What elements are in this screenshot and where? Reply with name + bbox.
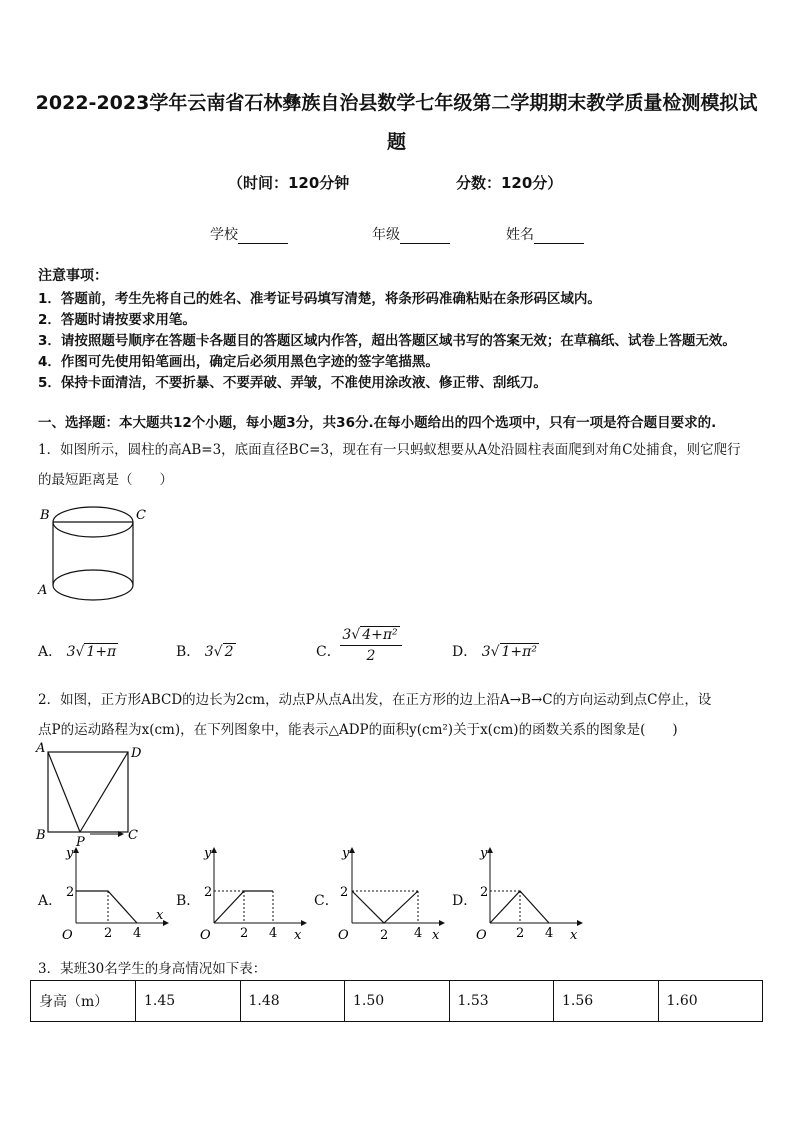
name-field: [506, 224, 584, 244]
notes-title: 注意事项：: [38, 268, 108, 284]
option-b-math: 3√ 2: [204, 644, 234, 660]
note-item: 4．作图可先使用铅笔画出，确定后必须用黑色字迹的签字笔描黑。: [38, 354, 439, 370]
page-title-line2: 题: [386, 131, 406, 153]
tick-2: 2: [66, 885, 75, 900]
q1-text-line2: 的最短距离是（ ）: [38, 472, 173, 488]
table-cell: 1.53: [449, 981, 554, 1022]
origin-label: O: [338, 928, 349, 943]
tick-4: 4: [414, 926, 423, 941]
note-item: 2．答题时请按要求用笔。: [38, 312, 196, 328]
page-title-line1: 2022-2023学年云南省石林彝族自治县数学七年级第二学期期末教学质量检测模拟试: [35, 92, 758, 114]
axis-x-label: x: [570, 928, 578, 943]
q2-option-c-label[interactable]: C．: [314, 893, 339, 909]
label-p: P: [76, 835, 85, 848]
origin-label: O: [200, 928, 211, 943]
option-letter: D．: [452, 644, 478, 660]
origin-label: O: [62, 928, 73, 943]
axis-y-label: y: [204, 846, 212, 861]
note-item: 5．保持卡面清洁，不要折暴、不要弄破、弄皱，不准使用涂改液、修正带、刮纸刀。: [38, 375, 547, 391]
q2-text-line2: 点P的运动路程为x(cm)，在下列图象中，能表示△ADP的面积y(cm²)关于x(cm)的函数关系的图象是( ): [38, 722, 678, 738]
square-figure: [34, 740, 154, 848]
axis-x-label: x: [156, 908, 164, 923]
tick-4: 4: [269, 926, 278, 941]
cylinder-figure: [36, 500, 146, 615]
option-letter: A．: [38, 644, 63, 660]
graph-a: [58, 843, 170, 943]
origin-label: O: [476, 928, 487, 943]
q3-text: 3．某班30名学生的身高情况如下表：: [38, 961, 267, 977]
option-letter: C．: [316, 644, 341, 660]
table-cell: 1.60: [658, 981, 763, 1022]
exam-time: （时间：120分钟: [228, 174, 350, 192]
q2-option-b-label[interactable]: B．: [176, 893, 201, 909]
axis-x-label: x: [294, 928, 302, 943]
table-row: [31, 981, 763, 1022]
option-a-math: 3√ 1+π: [66, 644, 117, 660]
table-cell: 1.50: [345, 981, 450, 1022]
grade-field: [372, 224, 450, 244]
axis-x-label: x: [432, 928, 440, 943]
graph-d: [472, 843, 584, 943]
school-label: 学校: [210, 227, 238, 243]
tick-2: 2: [380, 928, 389, 943]
label-b: B: [36, 828, 46, 843]
q2-option-d-label[interactable]: D．: [452, 893, 478, 909]
q1-text-line1: 1．如图所示，圆柱的高AB=3，底面直径BC=3，现在有一只蚂蚁想要从A处沿圆柱表面爬到对角C处捕食，则它爬行: [38, 442, 741, 458]
table-cell: 1.45: [136, 981, 241, 1022]
exam-score: 分数：120分）: [456, 174, 563, 192]
label-d: D: [131, 746, 142, 761]
q1-option-a[interactable]: [38, 641, 118, 661]
tick-4: 4: [133, 926, 142, 941]
label-b: B: [40, 508, 50, 523]
q1-option-d[interactable]: [452, 641, 539, 661]
table-cell: 1.56: [554, 981, 659, 1022]
graph-b: [196, 843, 308, 943]
q1-option-b[interactable]: [176, 641, 236, 661]
tick-2: 2: [240, 926, 249, 941]
section-heading: 一、选择题：本大题共12个小题，每小题3分，共36分.在每小题给出的四个选项中，只有一项是符合题目要求的.: [38, 415, 717, 431]
name-blank: [534, 229, 584, 244]
tick-2: 2: [340, 885, 349, 900]
note-item: 1．答题前，考生先将自己的姓名、准考证号码填写清楚，将条形码准确粘贴在条形码区域内。: [38, 291, 601, 307]
grade-label: 年级: [372, 227, 400, 243]
q2-option-a-label[interactable]: A．: [38, 893, 63, 909]
label-a: A: [36, 741, 46, 756]
label-c: C: [128, 828, 138, 843]
school-blank: [238, 229, 288, 244]
name-label: 姓名: [506, 227, 534, 243]
option-letter: B．: [176, 644, 201, 660]
label-c: C: [136, 508, 146, 523]
tick-2: 2: [516, 926, 525, 941]
tick-2: 2: [480, 885, 489, 900]
q2-text-line1: 2．如图，正方形ABCD的边长为2cm，动点P从点A出发，在正方形的边上沿A→B→C的方向运动到点C停止，设: [38, 692, 712, 708]
tick-4: 4: [545, 926, 554, 941]
option-d-math: 3√ 1+π²: [481, 644, 537, 660]
table-header-cell: 身高（m）: [31, 981, 136, 1022]
label-a: A: [38, 583, 48, 598]
graph-c: [334, 843, 446, 943]
table-cell: 1.48: [240, 981, 345, 1022]
axis-y-label: y: [66, 846, 74, 861]
tick-2: 2: [204, 885, 213, 900]
axis-y-label: y: [342, 846, 350, 861]
height-table: [30, 980, 763, 1022]
tick-2: 2: [104, 926, 113, 941]
q1-option-c[interactable]: [316, 641, 341, 661]
school-field: [210, 224, 288, 244]
note-item: 3．请按照题号顺序在答题卡各题目的答题区域内作答，超出答题区域书写的答案无效；在草稿纸、试卷上答题无效。: [38, 333, 736, 349]
option-c-math: 3√ 4+π² 2: [340, 627, 402, 664]
grade-blank: [400, 229, 450, 244]
axis-y-label: y: [480, 846, 488, 861]
